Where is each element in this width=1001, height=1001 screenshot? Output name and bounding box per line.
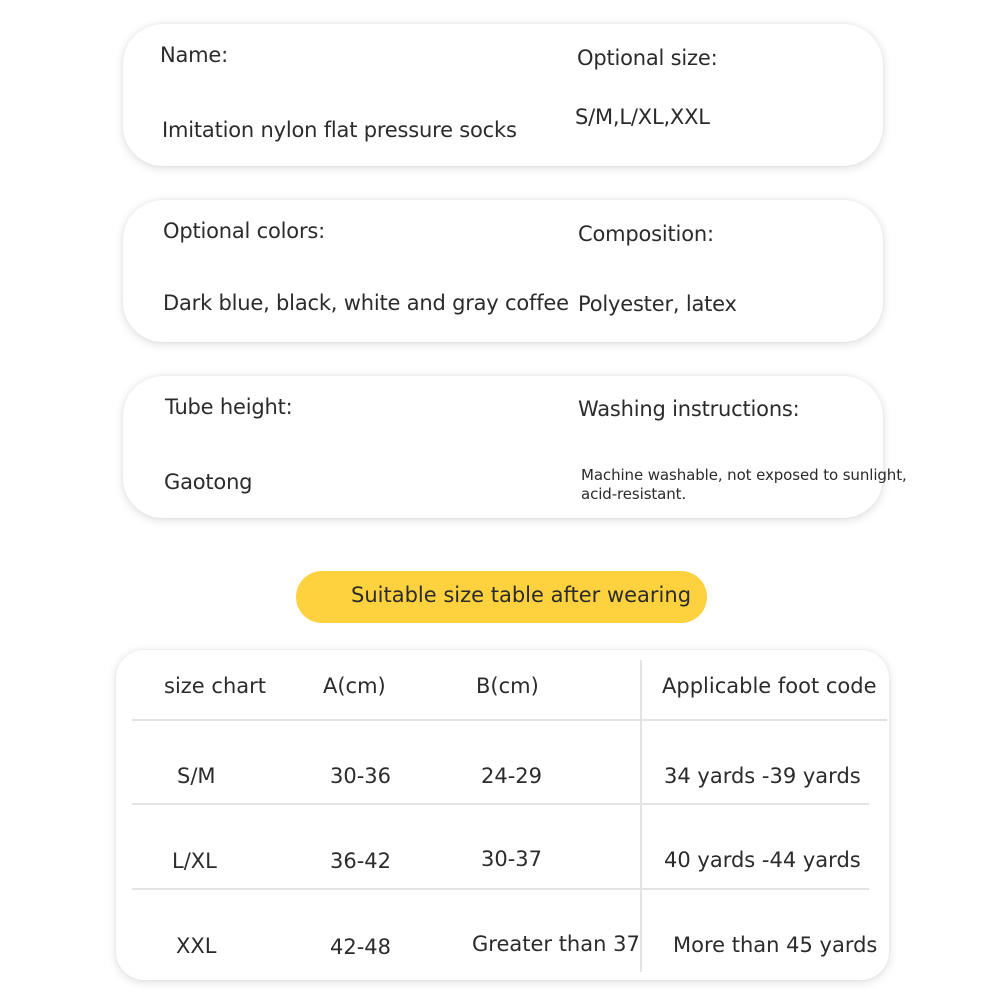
table-cell: 34 yards -39 yards (664, 764, 861, 788)
optional-colors-label: Optional colors: (163, 219, 325, 243)
table-header-cell: size chart (164, 674, 266, 698)
table-cell: 30-36 (330, 764, 392, 788)
table-divider (132, 719, 887, 721)
spec-card-name-size (123, 24, 883, 166)
table-header-cell: Applicable foot code (662, 674, 877, 698)
name-value: Imitation nylon flat pressure socks (162, 118, 517, 142)
table-divider (132, 803, 869, 805)
size-table (116, 650, 889, 980)
optional-size-label: Optional size: (577, 46, 718, 70)
optional-size-value: S/M,L/XL,XXL (575, 105, 710, 129)
table-cell: More than 45 yards (673, 933, 878, 957)
name-label: Name: (160, 43, 229, 67)
tube-height-value: Gaotong (164, 470, 253, 494)
table-cell: L/XL (172, 849, 217, 873)
table-cell: 24-29 (481, 764, 543, 788)
table-cell: 42-48 (330, 935, 392, 959)
table-cell: S/M (177, 764, 216, 788)
spec-card-tube-washing (123, 376, 907, 518)
washing-instructions-label: Washing instructions: (578, 397, 800, 421)
table-cell: 30-37 (481, 847, 543, 871)
table-cell: 40 yards -44 yards (664, 848, 861, 872)
composition-value: Polyester, latex (578, 292, 737, 316)
table-cell: 36-42 (330, 849, 392, 873)
spec-card-colors-composition (123, 200, 883, 342)
washing-instructions-value: Machine washable, not exposed to sunlight, acid-resistant. (581, 466, 907, 503)
table-column-divider (640, 660, 642, 972)
table-header-cell: A(cm) (323, 674, 386, 698)
composition-label: Composition: (578, 222, 714, 246)
table-divider (132, 888, 869, 890)
tube-height-label: Tube height: (165, 395, 293, 419)
table-cell: XXL (176, 934, 217, 958)
optional-colors-value: Dark blue, black, white and gray coffee (163, 291, 569, 315)
table-cell: Greater than 37 (472, 932, 640, 956)
table-header-cell: B(cm) (476, 674, 539, 698)
size-table-title: Suitable size table after wearing (351, 583, 692, 607)
size-table-banner (296, 571, 707, 623)
